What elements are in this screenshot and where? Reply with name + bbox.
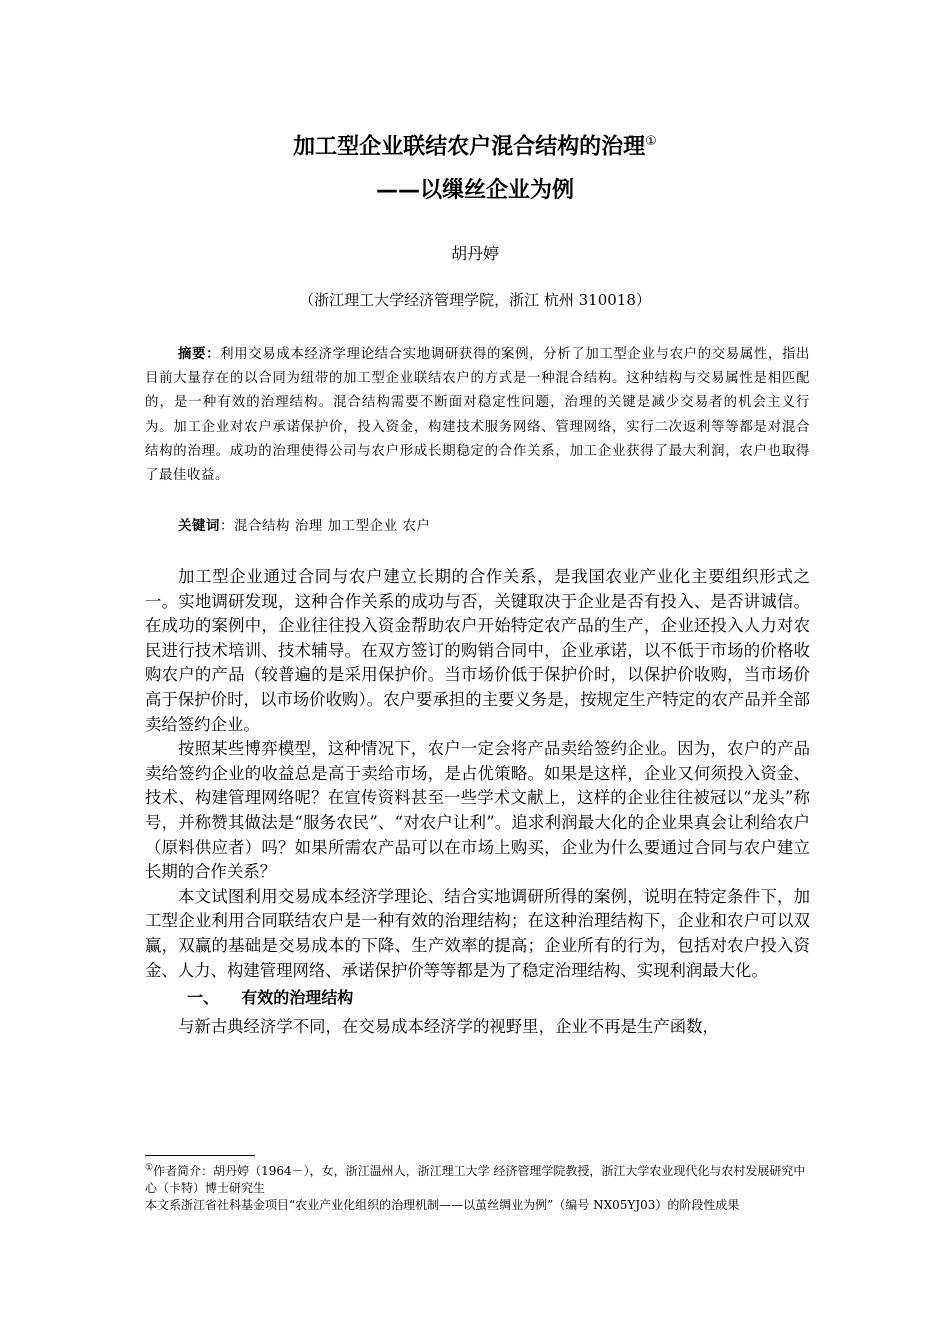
footnote-1	[145, 1160, 810, 1197]
body-paragraph-1: 加工型企业通过合同与农户建立长期的合作关系，是我国农业产业化主要组织形式之一。实地调研发现，这种合作关系的成功与否，关键取决于企业是否有投入、是否讲诚信。在成功的案例中，企业往往投入资金帮助农户开始特定农产品的生产，企业还投入人力对农民进行技术培训、技术辅导。在双方签订的购销合同中，企业承诺，以不低于市场的价格收购农户的产品（较普遍的是采用保护价。当市场价低于保护价时，以保护价收购，当市场价高于保护价时，以市场价收购）。农户要承担的主要义务是，按规定生产特定的农产品并全部卖给签约企业。	[145, 567, 810, 734]
footnote-2	[145, 1197, 810, 1214]
footnote-1-text: 作者简介：胡丹婷（1964－），女，浙江温州人，浙江理工大学 经济管理学院教授，浙江大学农业现代化与农村发展研究中心（卡特）博士研究生	[145, 1164, 806, 1195]
paper-subtitle: ——以缫丝企业为例	[375, 178, 574, 203]
section-heading-1: 一、 有效的治理结构	[187, 988, 354, 1008]
author-name: 胡丹婷	[450, 244, 499, 263]
paper-title	[0, 127, 950, 162]
body-paragraph-3: 本文试图利用交易成本经济学理论、结合实地调研所得的案例，说明在特定条件下，加工型企业利用合同联结农户是一种有效的治理结构；在这种治理结构下，企业和农户可以双赢，双赢的基础是交易成本的下降、生产效率的提高；企业所有的行为，包括对农户投入资金、人力、构建管理网络、承诺保护价等等都是为了稳定治理结构、实现利润最大化。	[145, 886, 810, 980]
paper-title-text: 加工型企业联结农户混合结构的治理	[293, 134, 646, 160]
abstract	[145, 343, 810, 488]
footnote-divider	[145, 1155, 255, 1156]
footnotes	[145, 1160, 810, 1214]
footnote-2-text: 本文系浙江省社科基金项目“农业产业化组织的治理机制——以茧丝绸业为例”（编号 NX05YJ03）的阶段性成果	[145, 1198, 740, 1212]
keywords-label: 关键词	[178, 519, 220, 534]
abstract-text: 利用交易成本经济学理论结合实地调研获得的案例，分析了加工型企业与农户的交易属性，指出目前大量存在的以合同为纽带的加工型企业联结农户的方式是一种混合结构。这种结构与交易属性是相匹配的，是一种有效的治理结构。混合结构需要不断面对稳定性问题，治理的关键是减少交易者的机会主义行为。加工企业对农户承诺保护价，投入资金，构建技术服务网络、管理网络，实行二次返利等等都是对混合结构的治理。成功的治理使得公司与农户形成长期稳定的合作关系，加工企业获得了最大利润，农户也取得了最佳收益。	[145, 347, 810, 484]
abstract-label: 摘要：	[178, 347, 221, 362]
body-paragraph-4: 与新古典经济学不同，在交易成本经济学的视野里，企业不再是生产函数，	[178, 1017, 719, 1037]
author-affiliation: （浙江理工大学经济管理学院，浙江 杭州 310018）	[299, 291, 651, 309]
title-footnote-mark: ①	[645, 134, 657, 149]
keywords	[145, 515, 810, 539]
main-body	[145, 565, 810, 1040]
body-paragraph-2: 按照某些博弈模型，这种情况下，农户一定会将产品卖给签约企业。因为，农户的产品卖给签约企业的收益总是高于卖给市场，是占优策略。如果是这样，企业又何须投入资金、技术、构建管理网络呢？在宣传资料甚至一些学术文献上，这样的企业往往被冠以“龙头”称号，并称赞其做法是“服务农民”、“对农户让利”。追求利润最大化的企业果真会让利给农户（原料供应者）吗？如果所需农产品可以在市场上购买，企业为什么要通过合同与农户建立长期的合作关系？	[145, 739, 810, 882]
footnote-1-mark: ①	[145, 1163, 154, 1173]
keywords-text: ：混合结构 治理 加工型企业 农户	[219, 519, 431, 534]
